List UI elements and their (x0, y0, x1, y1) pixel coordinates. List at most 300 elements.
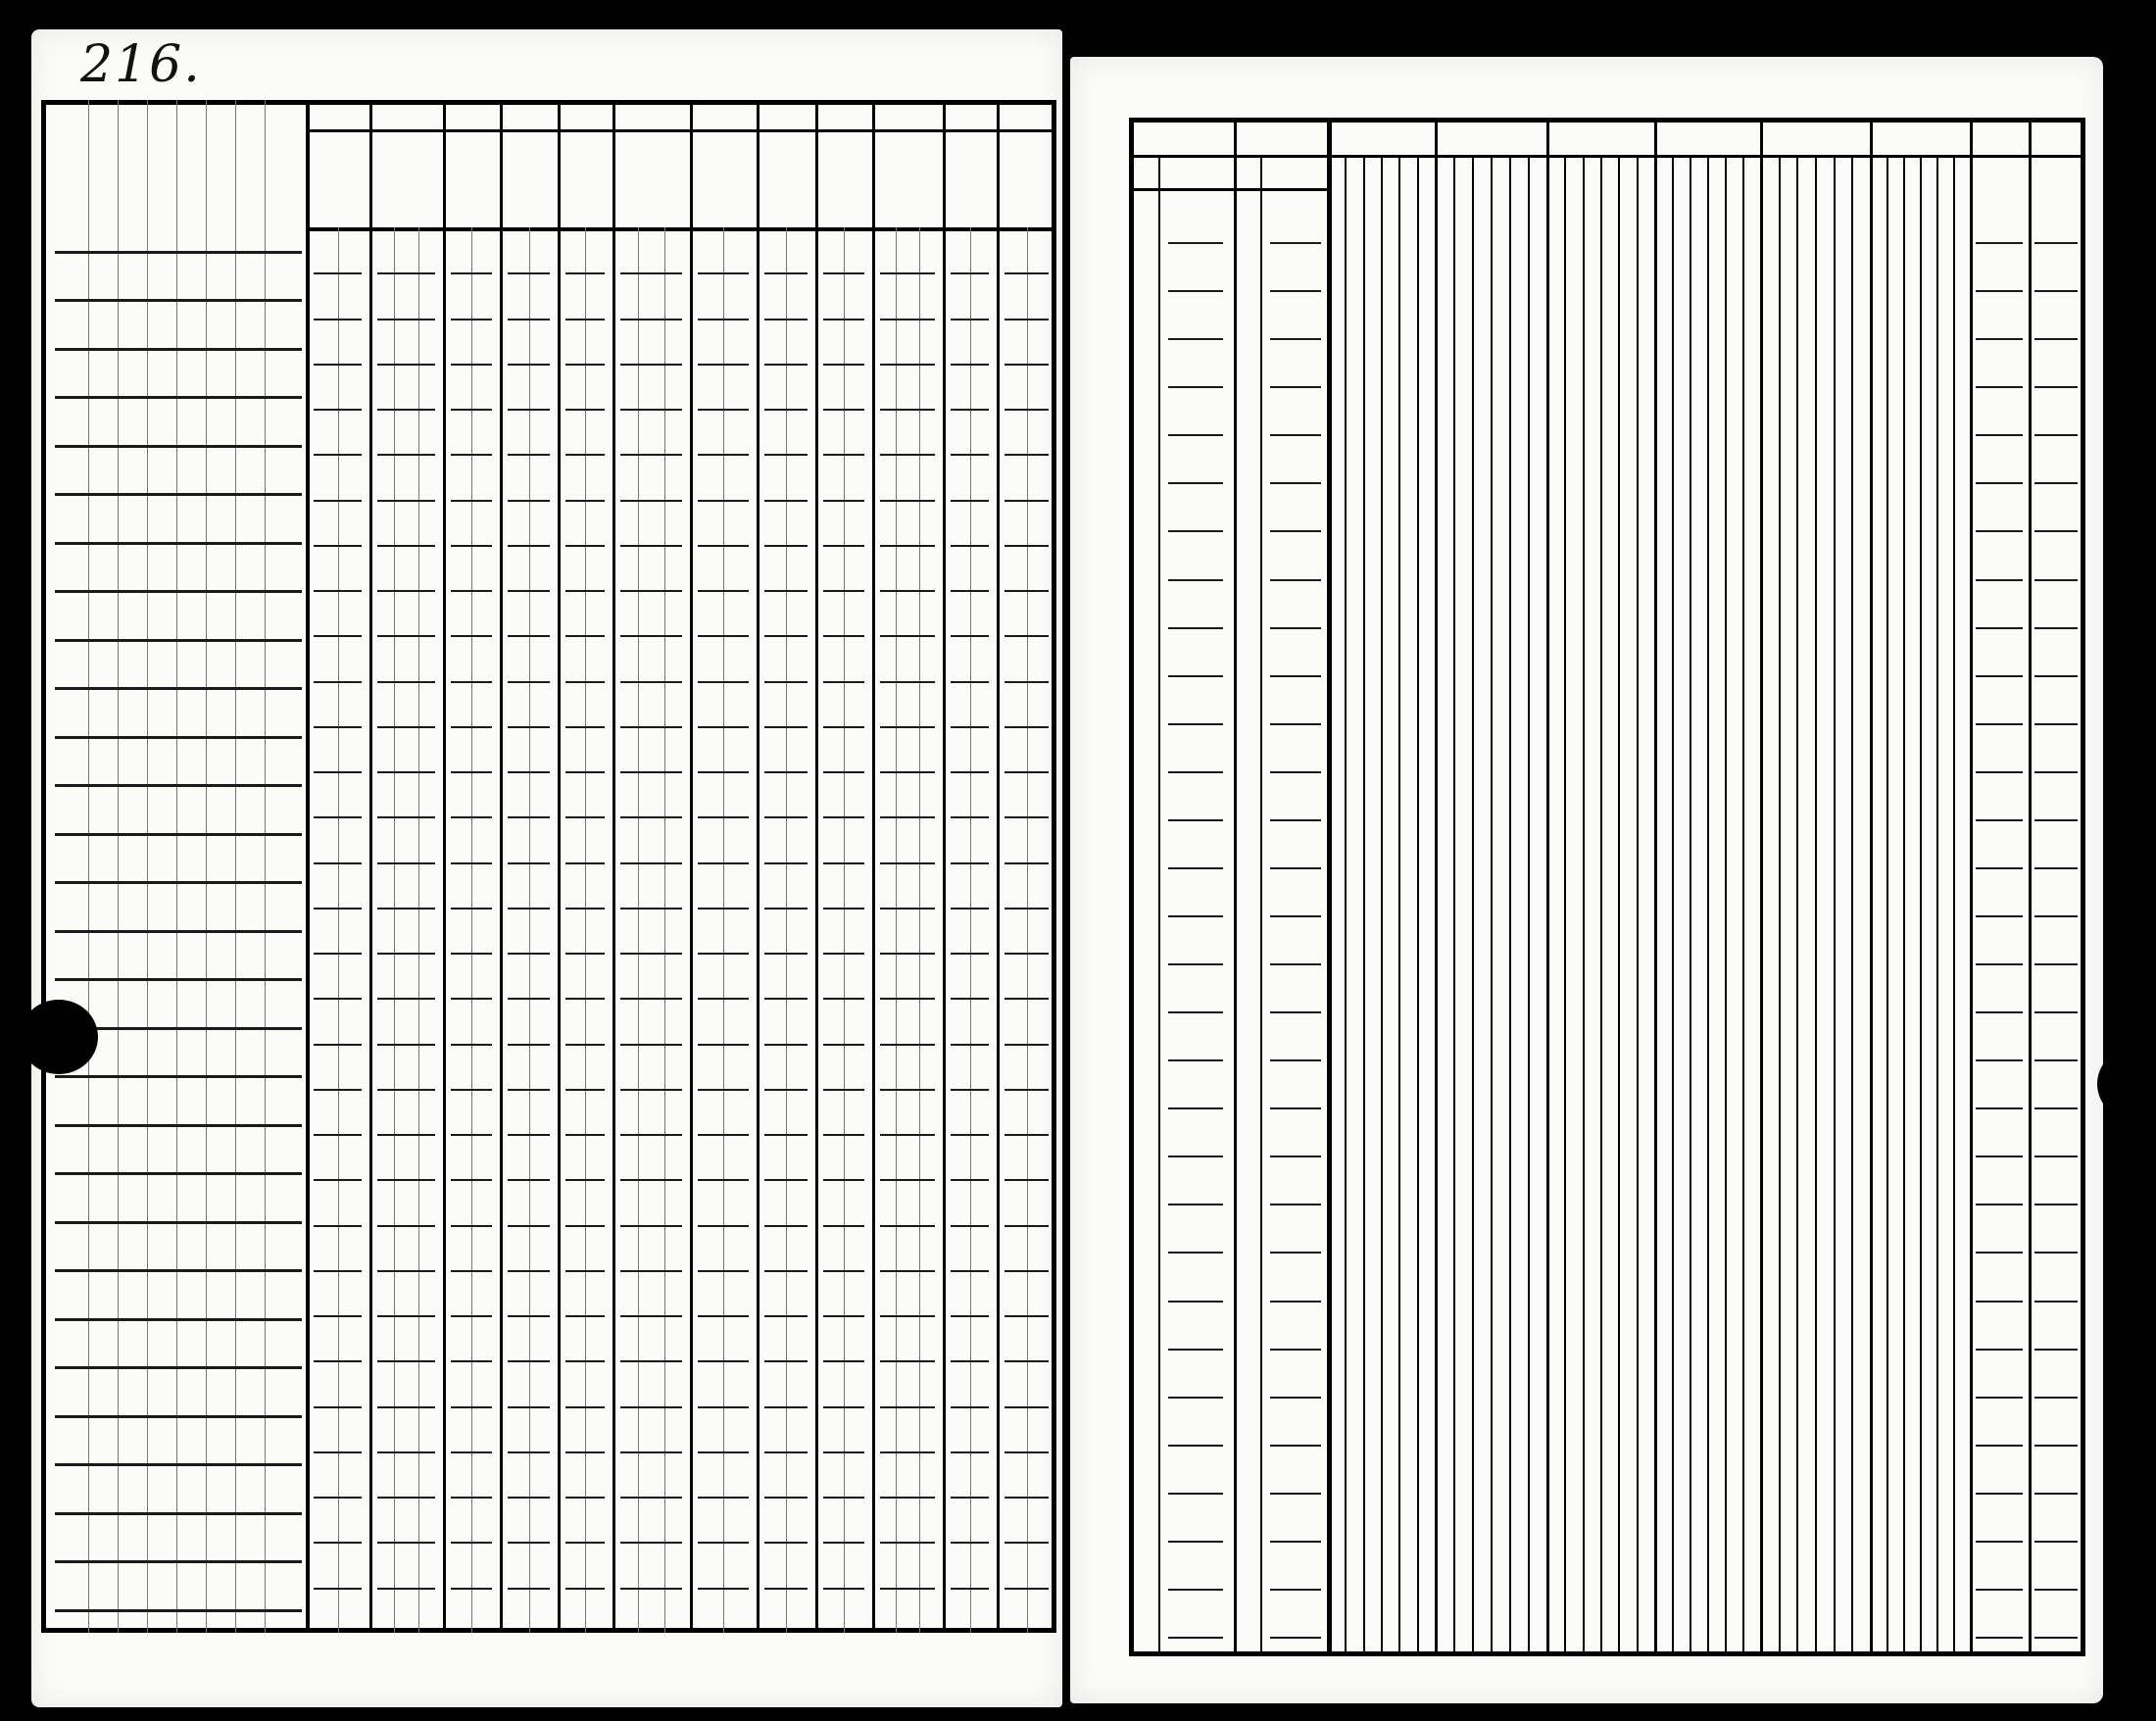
subcolumn-ruling (338, 227, 339, 1633)
cell-rule (620, 364, 682, 366)
cell-rule (451, 272, 492, 274)
obiit-row-rule (1270, 1011, 1321, 1013)
cell-rule (508, 1044, 550, 1046)
acces-row-rule (1976, 1493, 2023, 1495)
cell-rule (951, 681, 989, 683)
cell-rule (377, 1315, 435, 1317)
year-subcolumn-ruling (1920, 155, 1922, 1656)
cell-rule (620, 1179, 682, 1181)
year-subcolumn-ruling (1509, 155, 1511, 1656)
acces-row-rule (1976, 675, 2023, 677)
acces-row-rule (1976, 1301, 2023, 1303)
cell-rule (620, 1089, 682, 1091)
cell-rule (565, 862, 605, 864)
name-row-rule (55, 978, 302, 981)
cell-rule (951, 1315, 989, 1317)
cell-rule (508, 681, 550, 683)
cell-rule (565, 1542, 605, 1544)
cell-rule (880, 1315, 935, 1317)
name-row-rule (55, 1221, 302, 1224)
cell-rule (698, 1588, 749, 1590)
cell-rule (377, 771, 435, 773)
name-column-ruling (206, 100, 207, 1633)
cell-rule (1004, 771, 1049, 773)
cell-rule (565, 545, 605, 547)
obiit-row-rule (1270, 723, 1321, 725)
cell-rule (880, 1451, 935, 1453)
cell-rule (880, 1179, 935, 1181)
natus-row-rule (1168, 482, 1223, 484)
column-divider (872, 100, 875, 1633)
cell-rule (951, 1497, 989, 1499)
cell-rule (764, 1044, 808, 1046)
obiit-row-rule (1270, 627, 1321, 629)
cell-rule (823, 500, 864, 502)
cell-rule (764, 1089, 808, 1091)
abit-row-rule (2034, 530, 2078, 532)
natus-row-rule (1168, 867, 1223, 869)
cell-rule (620, 998, 682, 1000)
cell-rule (823, 545, 864, 547)
column-divider (1654, 118, 1657, 1656)
cell-rule (314, 1089, 362, 1091)
cell-rule (314, 454, 362, 456)
cell-rule (565, 1360, 605, 1362)
acces-row-rule (1976, 1589, 2023, 1591)
subcolumn-ruling (471, 227, 472, 1633)
year-subcolumn-ruling (1600, 155, 1602, 1656)
obiit-row-rule (1270, 1445, 1321, 1447)
cell-rule (314, 1588, 362, 1590)
cell-rule (314, 908, 362, 910)
abit-row-rule (2034, 915, 2078, 917)
cell-rule (823, 681, 864, 683)
cell-rule (314, 409, 362, 411)
cell-rule (377, 681, 435, 683)
cell-rule (565, 272, 605, 274)
name-column-ruling (235, 100, 236, 1633)
column-divider (1327, 118, 1332, 1656)
cell-rule (1004, 1270, 1049, 1272)
cell-rule (508, 953, 550, 955)
cell-rule (698, 590, 749, 592)
name-row-rule (55, 1560, 302, 1563)
cell-rule (508, 726, 550, 728)
cell-rule (508, 1406, 550, 1408)
binding-hole-right (2097, 1047, 2156, 1121)
cell-rule (880, 635, 935, 637)
cell-rule (880, 590, 935, 592)
cell-rule (951, 1451, 989, 1453)
binding-hole-left (20, 1000, 98, 1074)
cell-rule (764, 1588, 808, 1590)
cell-rule (823, 1406, 864, 1408)
cell-rule (1004, 635, 1049, 637)
cell-rule (764, 409, 808, 411)
natus-row-rule (1168, 1252, 1223, 1254)
acces-row-rule (1976, 1637, 2023, 1639)
natus-row-rule (1168, 819, 1223, 821)
cell-rule (620, 1406, 682, 1408)
cell-rule (565, 1044, 605, 1046)
cell-rule (565, 1179, 605, 1181)
abit-row-rule (2034, 1011, 2078, 1013)
cell-rule (508, 862, 550, 864)
cell-rule (880, 862, 935, 864)
cell-rule (620, 1134, 682, 1136)
year-subcolumn-ruling (1886, 155, 1888, 1656)
cell-rule (880, 1588, 935, 1590)
obiit-row-rule (1270, 386, 1321, 388)
natus-row-rule (1168, 579, 1223, 581)
cell-rule (314, 590, 362, 592)
cell-rule (451, 862, 492, 864)
cell-rule (565, 635, 605, 637)
cell-rule (377, 545, 435, 547)
cell-rule (764, 319, 808, 320)
cell-rule (565, 364, 605, 366)
abit-row-rule (2034, 1445, 2078, 1447)
acces-row-rule (1976, 386, 2023, 388)
cell-rule (951, 862, 989, 864)
cell-rule (951, 1044, 989, 1046)
left-register-table (41, 100, 1056, 1633)
cell-rule (620, 1315, 682, 1317)
name-row-rule (55, 1512, 302, 1515)
subcolumn-ruling (896, 227, 897, 1633)
cell-rule (314, 862, 362, 864)
name-row-rule (55, 1415, 302, 1418)
column-divider (943, 100, 946, 1633)
abit-row-rule (2034, 819, 2078, 821)
cell-rule (951, 272, 989, 274)
cell-rule (698, 1542, 749, 1544)
cell-rule (1004, 319, 1049, 320)
natus-row-rule (1168, 1637, 1223, 1639)
cell-rule (880, 1360, 935, 1362)
cell-rule (451, 1588, 492, 1590)
acces-row-rule (1976, 819, 2023, 821)
cell-rule (451, 953, 492, 955)
cell-rule (1004, 1588, 1049, 1590)
acces-row-rule (1976, 1397, 2023, 1399)
cell-rule (508, 1179, 550, 1181)
cell-rule (823, 1315, 864, 1317)
cell-rule (565, 319, 605, 320)
cell-rule (823, 364, 864, 366)
cell-rule (565, 1451, 605, 1453)
cell-rule (377, 1588, 435, 1590)
cell-rule (314, 681, 362, 683)
year-subcolumn-ruling (1564, 155, 1566, 1656)
cell-rule (1004, 500, 1049, 502)
cell-rule (880, 364, 935, 366)
name-column-ruling (147, 100, 148, 1633)
cell-rule (620, 771, 682, 773)
year-subcolumn-ruling (1725, 155, 1727, 1656)
natus-row-rule (1168, 386, 1223, 388)
cell-rule (764, 771, 808, 773)
cell-rule (823, 1179, 864, 1181)
cell-rule (698, 1134, 749, 1136)
cell-rule (377, 272, 435, 274)
name-row-rule (55, 1269, 302, 1272)
cell-rule (764, 364, 808, 366)
cell-rule (565, 998, 605, 1000)
cell-rule (1004, 1497, 1049, 1499)
year-subcolumn-ruling (1690, 155, 1691, 1656)
cell-rule (880, 1497, 935, 1499)
cell-rule (508, 1270, 550, 1272)
cell-rule (508, 272, 550, 274)
cell-rule (698, 681, 749, 683)
column-divider (1435, 118, 1438, 1656)
acces-row-rule (1976, 482, 2023, 484)
acces-row-rule (1976, 434, 2023, 436)
cell-rule (451, 1406, 492, 1408)
year-subcolumn-ruling (1618, 155, 1620, 1656)
cell-rule (698, 319, 749, 320)
cell-rule (823, 1225, 864, 1227)
cell-rule (377, 590, 435, 592)
cell-rule (880, 319, 935, 320)
cell-rule (698, 908, 749, 910)
cell-rule (823, 635, 864, 637)
cell-rule (823, 908, 864, 910)
cell-rule (314, 726, 362, 728)
acces-row-rule (1976, 579, 2023, 581)
cell-rule (508, 816, 550, 818)
cell-rule (951, 364, 989, 366)
abit-row-rule (2034, 1301, 2078, 1303)
natus-row-rule (1168, 915, 1223, 917)
cell-rule (314, 545, 362, 547)
cell-rule (823, 1588, 864, 1590)
cell-rule (451, 1134, 492, 1136)
cell-rule (451, 500, 492, 502)
obiit-row-rule (1270, 338, 1321, 340)
cell-rule (1004, 1134, 1049, 1136)
cell-rule (1004, 726, 1049, 728)
cell-rule (1004, 364, 1049, 366)
cell-rule (620, 1360, 682, 1362)
natus-row-rule (1168, 434, 1223, 436)
cell-rule (951, 1179, 989, 1181)
cell-rule (764, 1451, 808, 1453)
cell-rule (880, 1270, 935, 1272)
abit-row-rule (2034, 675, 2078, 677)
cell-rule (620, 545, 682, 547)
obiit-row-rule (1270, 1252, 1321, 1254)
cell-rule (880, 454, 935, 456)
cell-rule (823, 272, 864, 274)
cell-rule (823, 1270, 864, 1272)
cell-rule (764, 1360, 808, 1362)
cell-rule (764, 1270, 808, 1272)
column-divider (757, 100, 760, 1633)
acces-row-rule (1976, 771, 2023, 773)
name-column-ruling (88, 100, 89, 1633)
cell-rule (565, 908, 605, 910)
name-row-rule (55, 1124, 302, 1127)
cell-rule (451, 1451, 492, 1453)
cell-rule (698, 953, 749, 955)
cell-rule (698, 1044, 749, 1046)
year-subcolumn-ruling (1363, 155, 1365, 1656)
obiit-row-rule (1270, 530, 1321, 532)
obiit-row-rule (1270, 771, 1321, 773)
acces-row-rule (1976, 242, 2023, 244)
cell-rule (951, 908, 989, 910)
cell-rule (951, 1406, 989, 1408)
year-subcolumn-ruling (1834, 155, 1836, 1656)
cell-rule (508, 635, 550, 637)
cell-rule (451, 319, 492, 320)
cell-rule (314, 364, 362, 366)
cell-rule (951, 500, 989, 502)
acces-row-rule (1976, 1204, 2023, 1205)
cell-rule (377, 500, 435, 502)
cell-rule (1004, 1542, 1049, 1544)
name-row-rule (55, 493, 302, 496)
obiit-row-rule (1270, 1541, 1321, 1543)
cell-rule (565, 1089, 605, 1091)
natus-row-rule (1168, 338, 1223, 340)
obiit-row-rule (1270, 579, 1321, 581)
cell-rule (565, 1315, 605, 1317)
cell-rule (880, 953, 935, 955)
cell-rule (698, 1451, 749, 1453)
natus-row-rule (1168, 675, 1223, 677)
cell-rule (698, 726, 749, 728)
cell-rule (565, 726, 605, 728)
cell-rule (764, 1179, 808, 1181)
cell-rule (620, 1451, 682, 1453)
cell-rule (314, 1315, 362, 1317)
column-divider (369, 100, 372, 1633)
cell-rule (620, 1542, 682, 1544)
cell-rule (764, 1406, 808, 1408)
cell-rule (764, 545, 808, 547)
cell-rule (451, 1225, 492, 1227)
cell-rule (880, 771, 935, 773)
cell-rule (620, 1225, 682, 1227)
abit-row-rule (2034, 963, 2078, 965)
name-column-divider (306, 100, 310, 1633)
cell-rule (951, 1588, 989, 1590)
cell-rule (764, 726, 808, 728)
cell-rule (508, 908, 550, 910)
abit-row-rule (2034, 1397, 2078, 1399)
cell-rule (880, 1134, 935, 1136)
cell-rule (314, 319, 362, 320)
acces-row-rule (1976, 963, 2023, 965)
cell-rule (314, 1451, 362, 1453)
acces-row-rule (1976, 627, 2023, 629)
name-row-rule (55, 348, 302, 351)
cell-rule (314, 1225, 362, 1227)
year-subcolumn-ruling (1345, 155, 1347, 1656)
obiit-row-rule (1270, 1301, 1321, 1303)
abit-row-rule (2034, 386, 2078, 388)
year-subcolumn-ruling (1381, 155, 1383, 1656)
cell-rule (451, 1089, 492, 1091)
acces-row-rule (1976, 915, 2023, 917)
cell-rule (951, 771, 989, 773)
name-column-ruling (118, 100, 119, 1633)
cell-rule (951, 590, 989, 592)
natus-row-rule (1168, 723, 1223, 725)
cell-rule (620, 590, 682, 592)
cell-rule (823, 1497, 864, 1499)
cell-rule (620, 681, 682, 683)
cell-rule (377, 1360, 435, 1362)
year-subcolumn-ruling (1953, 155, 1955, 1656)
cell-rule (698, 454, 749, 456)
name-row-rule (55, 1075, 302, 1078)
cell-rule (698, 1497, 749, 1499)
cell-rule (451, 409, 492, 411)
cell-rule (880, 726, 935, 728)
cell-rule (377, 998, 435, 1000)
subcolumn-ruling (638, 227, 639, 1633)
cell-rule (1004, 590, 1049, 592)
year-subcolumn-ruling (1815, 155, 1817, 1656)
obiit-row-rule (1270, 290, 1321, 292)
abit-row-rule (2034, 242, 2078, 244)
cell-rule (1004, 409, 1049, 411)
cell-rule (620, 953, 682, 955)
year-subcolumn-ruling (1851, 155, 1853, 1656)
year-subcolumn-ruling (1417, 155, 1419, 1656)
cell-rule (377, 1542, 435, 1544)
cell-rule (764, 862, 808, 864)
natus-row-rule (1168, 242, 1223, 244)
cell-rule (951, 1270, 989, 1272)
cell-rule (451, 1044, 492, 1046)
natus-row-rule (1168, 1493, 1223, 1495)
cell-rule (698, 364, 749, 366)
natus-row-rule (1168, 771, 1223, 773)
name-row-rule (55, 590, 302, 593)
column-divider (1870, 118, 1873, 1656)
cell-rule (377, 1089, 435, 1091)
cell-rule (377, 816, 435, 818)
cell-rule (1004, 1315, 1049, 1317)
acces-row-rule (1976, 1252, 2023, 1254)
cell-rule (1004, 862, 1049, 864)
cell-rule (764, 681, 808, 683)
name-row-rule (55, 445, 302, 448)
cell-rule (951, 454, 989, 456)
cell-rule (698, 1225, 749, 1227)
cell-rule (823, 409, 864, 411)
year-subcolumn-ruling (1779, 155, 1781, 1656)
cell-rule (620, 726, 682, 728)
cell-rule (880, 1044, 935, 1046)
natus-row-rule (1168, 1445, 1223, 1447)
cell-rule (1004, 545, 1049, 547)
cell-rule (314, 1044, 362, 1046)
cell-rule (1004, 1406, 1049, 1408)
cell-rule (698, 998, 749, 1000)
obiit-row-rule (1270, 1059, 1321, 1061)
column-divider (1970, 118, 1973, 1656)
abit-row-rule (2034, 1589, 2078, 1591)
cell-rule (951, 953, 989, 955)
cell-rule (620, 319, 682, 320)
cell-rule (620, 272, 682, 274)
